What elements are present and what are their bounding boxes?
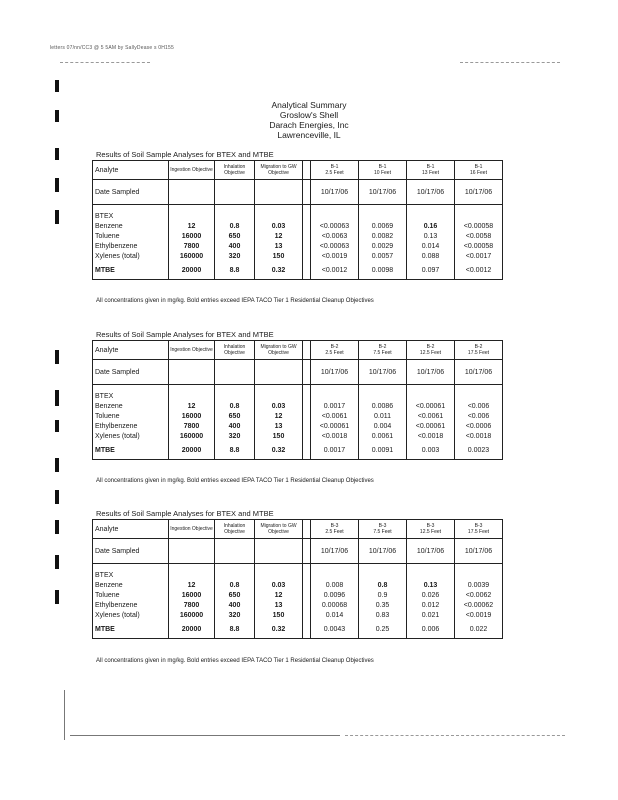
sample-header: B-3 17.5 Feet <box>455 520 503 539</box>
btex-group-row: BTEX <box>93 391 503 401</box>
inhalation-objective-header: Inhalation Objective <box>215 341 255 360</box>
ingestion-objective-header: Ingestion Objective <box>169 161 215 180</box>
table-3-title: Results of Soil Sample Analyses for BTEX and MTBE <box>96 509 274 518</box>
analyte-header: Analyte <box>93 520 169 539</box>
btex-group-row: BTEX <box>93 570 503 580</box>
table-2-title: Results of Soil Sample Analyses for BTEX and MTBE <box>96 330 274 339</box>
benzene-row: Benzene 12 0.8 0.03 0.0017 0.0086 <0.00061 <0.006 <box>93 401 503 411</box>
toluene-row: Toluene 16000 650 12 0.0096 0.9 0.026 <0.0062 <box>93 590 503 600</box>
toluene-row: Toluene 16000 650 12 <0.0063 0.0082 0.13 <0.0058 <box>93 231 503 241</box>
scan-edge-mark <box>55 490 59 504</box>
table-1-title: Results of Soil Sample Analyses for BTEX and MTBE <box>96 150 274 159</box>
xylenes-row: Xylenes (total) 160000 320 150 <0.0019 0.0057 0.088 <0.0017 <box>93 251 503 261</box>
scan-edge-mark <box>55 458 59 472</box>
scan-edge-mark <box>55 390 59 406</box>
sample-header: B-1 10 Feet <box>359 161 407 180</box>
sample-header: B-3 7.5 Feet <box>359 520 407 539</box>
date-sampled-row: Date Sampled 10/17/06 10/17/06 10/17/06 10/17/06 <box>93 180 503 205</box>
inhalation-objective-header: Inhalation Objective <box>215 161 255 180</box>
sample-header: B-3 12.5 Feet <box>407 520 455 539</box>
sample-header: B-1 13 Feet <box>407 161 455 180</box>
table-2-footnote: All concentrations given in mg/kg. Bold entries exceed IEPA TACO Tier 1 Residential Cleanup Objectives <box>96 478 374 484</box>
table-1-footnote: All concentrations given in mg/kg. Bold entries exceed IEPA TACO Tier 1 Residential Cleanup Objectives <box>96 298 374 304</box>
document-header <box>0 100 618 140</box>
analyte-header: Analyte <box>93 161 169 180</box>
results-table-3 <box>92 519 503 639</box>
sample-header: B-2 12.5 Feet <box>407 341 455 360</box>
xylenes-row: Xylenes (total) 160000 320 150 <0.0018 0.0061 <0.0018 <0.0018 <box>93 431 503 441</box>
sample-header: B-1 16 Feet <box>455 161 503 180</box>
analyte-header: Analyte <box>93 341 169 360</box>
scan-edge-mark <box>55 520 59 534</box>
results-table-2 <box>92 340 503 460</box>
bottom-rule <box>70 735 340 736</box>
sample-header: B-2 17.5 Feet <box>455 341 503 360</box>
scan-edge-mark <box>55 555 59 569</box>
results-table-1 <box>92 160 503 280</box>
scan-edge-mark <box>55 420 59 432</box>
benzene-row: Benzene 12 0.8 0.03 <0.00063 0.0069 0.16 <0.00058 <box>93 221 503 231</box>
sample-header: B-2 2.5 Feet <box>311 341 359 360</box>
ingestion-objective-header: Ingestion Objective <box>169 341 215 360</box>
scan-edge-mark <box>55 590 59 604</box>
facility-name: Groslow's Shell <box>279 110 339 120</box>
xylenes-row: Xylenes (total) 160000 320 150 0.014 0.83 0.021 <0.0019 <box>93 610 503 620</box>
migration-objective-header: Migration to GW Objective <box>255 161 303 180</box>
ingestion-objective-header: Ingestion Objective <box>169 520 215 539</box>
scan-edge-mark <box>55 210 59 224</box>
benzene-row: Benzene 12 0.8 0.03 0.008 0.8 0.13 0.0039 <box>93 580 503 590</box>
table-3-footnote: All concentrations given in mg/kg. Bold entries exceed IEPA TACO Tier 1 Residential Cleanup Objectives <box>96 658 374 664</box>
migration-objective-header: Migration to GW Objective <box>255 341 303 360</box>
scan-edge-mark <box>55 148 59 160</box>
left-edge-rule <box>64 690 65 740</box>
sample-header: B-2 7.5 Feet <box>359 341 407 360</box>
ethylbenzene-row: Ethylbenzene 7800 400 13 <0.00063 0.0029 0.014 <0.00058 <box>93 241 503 251</box>
report-title: Analytical Summary <box>271 100 347 110</box>
client-name: Darach Energies, Inc <box>269 120 349 130</box>
scan-edge-mark <box>55 80 59 92</box>
top-rule <box>460 62 560 64</box>
mtbe-row: MTBE 20000 8.8 0.32 0.0043 0.25 0.006 0.022 <box>93 620 503 639</box>
fax-transmission-header: letters 07/nn/CC3 @ 5 5AM by SallyDease s 0H155 <box>50 45 174 51</box>
mtbe-row: MTBE 20000 8.8 0.32 <0.0012 0.0098 0.097 <0.0012 <box>93 261 503 280</box>
sample-header: B-3 2.5 Feet <box>311 520 359 539</box>
ethylbenzene-row: Ethylbenzene 7800 400 13 0.00068 0.35 0.012 <0.00062 <box>93 600 503 610</box>
site-location: Lawrenceville, IL <box>277 130 341 140</box>
date-sampled-row: Date Sampled 10/17/06 10/17/06 10/17/06 10/17/06 <box>93 539 503 564</box>
top-rule <box>60 62 150 64</box>
migration-objective-header: Migration to GW Objective <box>255 520 303 539</box>
btex-group-row: BTEX <box>93 211 503 221</box>
mtbe-row: MTBE 20000 8.8 0.32 0.0017 0.0091 0.003 0.0023 <box>93 441 503 460</box>
scan-edge-mark <box>55 178 59 192</box>
sample-header: B-1 2.5 Feet <box>311 161 359 180</box>
inhalation-objective-header: Inhalation Objective <box>215 520 255 539</box>
toluene-row: Toluene 16000 650 12 <0.0061 0.011 <0.0061 <0.006 <box>93 411 503 421</box>
scan-edge-mark <box>55 350 59 364</box>
bottom-rule <box>345 735 565 737</box>
ethylbenzene-row: Ethylbenzene 7800 400 13 <0.00061 0.004 <0.00061 <0.0006 <box>93 421 503 431</box>
date-sampled-row: Date Sampled 10/17/06 10/17/06 10/17/06 10/17/06 <box>93 360 503 385</box>
